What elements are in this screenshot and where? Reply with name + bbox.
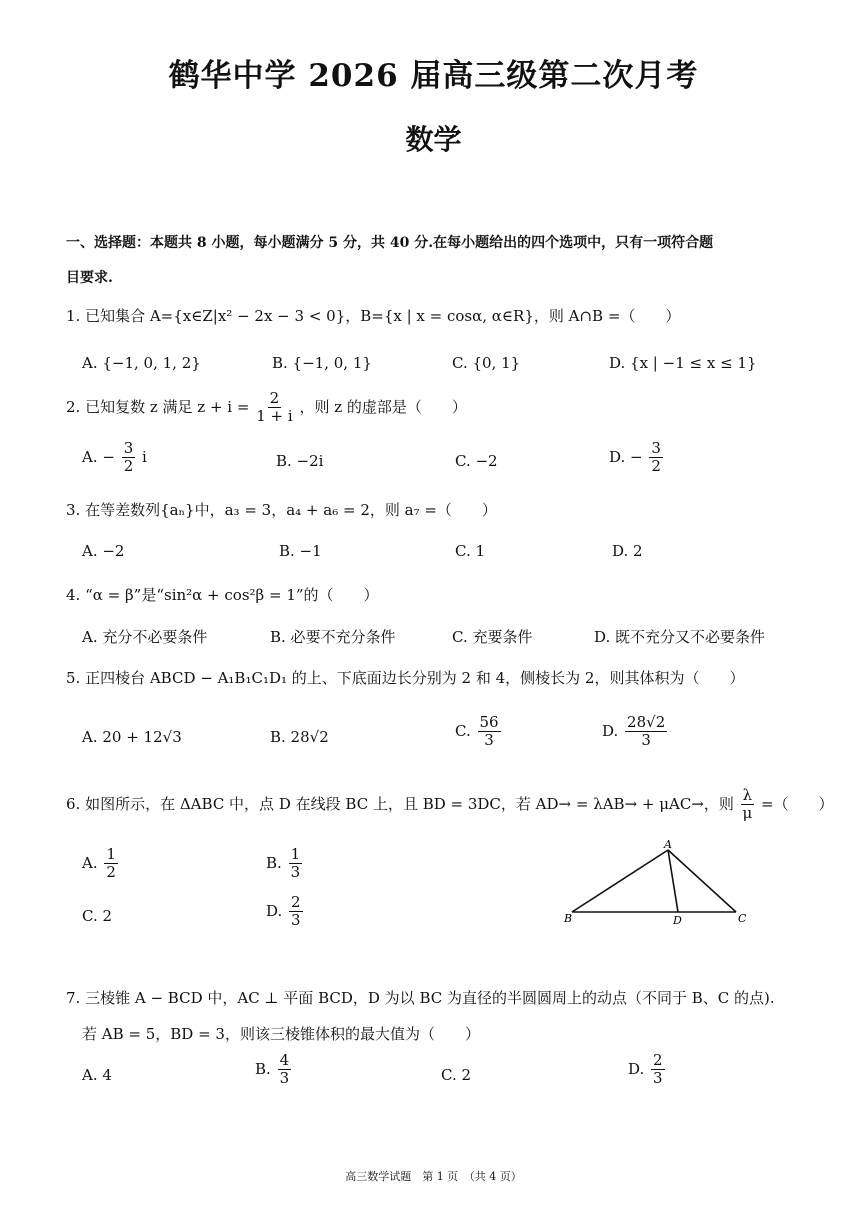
q6-stem-pre: 6. 如图所示，在 ΔABC 中，点 D 在线段 BC 上，且 BD = 3DC，若 AD→ = λAB→ + μAC→，则	[66, 794, 734, 813]
figure-label-a: A	[664, 838, 672, 851]
q2-option-c: C. −2	[455, 452, 498, 470]
q5-option-d-label: D.	[602, 721, 619, 740]
q3-option-a: A. −2	[82, 542, 125, 560]
q7-option-b	[255, 1052, 293, 1088]
section-heading-line2: 目要求.	[66, 270, 113, 286]
q5-option-c-den: 3	[484, 731, 494, 750]
q1-option-a: A. {−1, 0, 1, 2}	[82, 354, 201, 372]
q1-option-c: C. {0, 1}	[452, 354, 521, 372]
q2-option-d-label: D. −	[609, 447, 643, 466]
figure-side-ac	[668, 850, 736, 912]
q5-option-a: A. 20 + 12√3	[82, 728, 182, 746]
q2-stem-post: ，则 z 的虚部是（ ）	[299, 397, 467, 416]
q2-option-a-label: A. −	[82, 447, 115, 466]
q5-option-c-label: C.	[455, 721, 471, 740]
figure-label-d: D	[673, 914, 682, 927]
triangle-figure	[560, 836, 750, 928]
figure-label-c: C	[738, 912, 747, 925]
q7-option-b-fraction	[278, 1052, 292, 1088]
q4-option-b: B. 必要不充分条件	[270, 628, 396, 646]
q7-option-d-num: 2	[653, 1051, 663, 1069]
section-heading-line1: 一、选择题：本题共 8 小题，每小题满分 5 分，共 40 分.在每小题给出的四个选项中，只有一项符合题	[66, 235, 714, 251]
q6-option-d-num: 2	[291, 893, 301, 911]
q7-option-b-label: B.	[255, 1059, 271, 1078]
q7-stem-line1: 7. 三棱锥 A − BCD 中，AC ⊥ 平面 BCD，D 为以 BC 为直径的半圆圆周上的动点（不同于 B、C 的点).	[66, 989, 775, 1007]
page-footer: 高三数学试题 第 1 页 （共 4 页）	[345, 1170, 522, 1183]
q5-option-c-fraction	[478, 714, 501, 750]
q5-option-c-num: 56	[479, 713, 499, 731]
q6-option-b-fraction	[289, 846, 303, 882]
q6-option-a	[82, 846, 120, 882]
q4-option-d: D. 既不充分又不必要条件	[594, 628, 766, 646]
q2-fraction-num: 2	[269, 389, 280, 407]
q2-fraction-den: 1 + i	[256, 407, 293, 426]
q6-option-a-fraction	[104, 846, 118, 882]
q2-option-a-suffix: i	[142, 447, 147, 466]
q5-option-d-den: 3	[641, 731, 651, 750]
q6-option-c: C. 2	[82, 907, 113, 925]
figure-label-b: B	[564, 912, 573, 925]
q2-fraction	[256, 390, 292, 426]
q6-fraction-num: λ	[742, 786, 753, 804]
q5-option-c	[455, 714, 503, 750]
q2-option-a-fraction	[122, 440, 136, 476]
q2-option-a-num: 3	[123, 439, 134, 457]
q2-stem	[66, 390, 467, 426]
q3-option-c: C. 1	[455, 542, 486, 560]
q6-fraction	[741, 787, 755, 823]
q7-option-d	[628, 1052, 667, 1088]
q6-option-a-label: A.	[82, 853, 98, 872]
q6-option-b-label: B.	[266, 853, 282, 872]
q7-stem-line2: 若 AB = 5，BD = 3，则该三棱锥体积的最大值为（ ）	[82, 1025, 480, 1043]
q5-option-d	[602, 714, 669, 750]
q6-stem-post: =（ ）	[760, 794, 834, 813]
q4-stem: 4. “α = β”是“sin²α + cos²β = 1”的（ ）	[66, 586, 379, 604]
q1-option-d: D. {x | −1 ≤ x ≤ 1}	[609, 354, 757, 372]
q7-option-d-label: D.	[628, 1059, 645, 1078]
q3-option-b: B. −1	[279, 542, 322, 560]
q6-option-d	[266, 894, 305, 930]
q3-stem: 3. 在等差数列{aₙ}中，a₃ = 3，a₄ + a₆ = 2，则 a₇ =（ ）	[66, 501, 497, 519]
q6-option-a-den: 2	[106, 863, 116, 882]
q7-option-d-fraction	[651, 1052, 665, 1088]
q7-option-b-num: 4	[279, 1051, 290, 1069]
q1-stem: 1. 已知集合 A={x∈Z|x² − 2x − 3 < 0}，B={x | x = cosα, α∈R}，则 A∩B =（ ）	[66, 307, 681, 325]
q4-option-c: C. 充要条件	[452, 628, 533, 646]
q1-option-b: B. {−1, 0, 1}	[272, 354, 372, 372]
q2-option-d	[609, 440, 665, 476]
q2-option-a-den: 2	[123, 457, 134, 476]
q5-stem: 5. 正四棱台 ABCD − A₁B₁C₁D₁ 的上、下底面边长分别为 2 和 4，侧棱长为 2，则其体积为（ ）	[66, 669, 745, 687]
q2-option-d-den: 2	[651, 457, 661, 476]
q2-option-a	[82, 440, 147, 476]
exam-subject: 数学	[405, 123, 462, 156]
q7-option-c: C. 2	[441, 1066, 472, 1084]
q5-option-b: B. 28√2	[270, 728, 329, 746]
q6-option-d-den: 3	[291, 911, 301, 930]
q6-option-b-num: 1	[290, 845, 301, 863]
q2-option-d-fraction	[649, 440, 663, 476]
q6-fraction-den: μ	[742, 804, 753, 823]
q6-option-b-den: 3	[290, 863, 301, 882]
q3-option-d: D. 2	[612, 542, 643, 560]
q2-stem-pre: 2. 已知复数 z 满足 z + i =	[66, 397, 250, 416]
q7-option-b-den: 3	[279, 1069, 290, 1088]
q5-option-d-fraction	[625, 714, 667, 750]
q6-option-b	[266, 846, 304, 882]
q2-option-b: B. −2i	[276, 452, 324, 470]
q4-option-a: A. 充分不必要条件	[82, 628, 208, 646]
q7-option-d-den: 3	[653, 1069, 663, 1088]
exam-title: 鹤华中学 2026 届高三级第二次月考	[168, 58, 699, 94]
q2-option-d-num: 3	[651, 439, 661, 457]
q5-option-d-num: 28√2	[627, 713, 666, 731]
q6-stem	[66, 787, 834, 823]
figure-side-ab	[572, 850, 668, 912]
q6-option-a-num: 1	[106, 845, 116, 863]
figure-segment-ad	[668, 850, 678, 912]
q7-option-a: A. 4	[82, 1066, 112, 1084]
q6-option-d-label: D.	[266, 901, 283, 920]
q6-option-d-fraction	[289, 894, 303, 930]
